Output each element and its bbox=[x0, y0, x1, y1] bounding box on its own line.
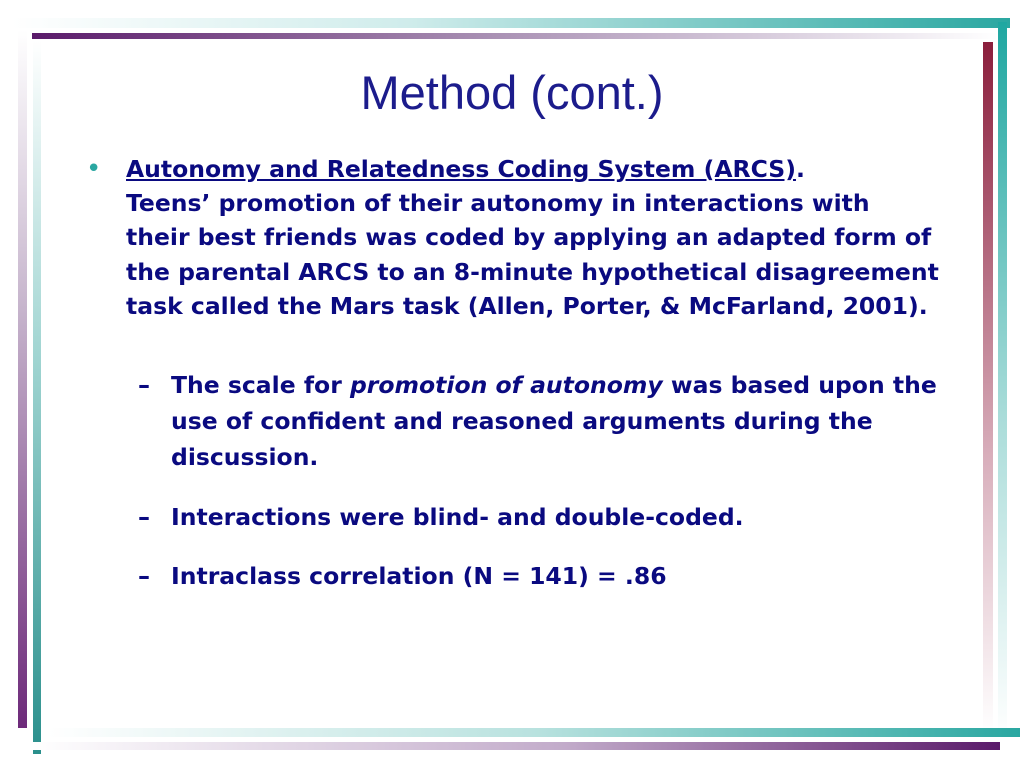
right-red-bar bbox=[983, 42, 993, 732]
bullet-heading-suffix: . bbox=[795, 155, 805, 183]
bottom-purple-bar bbox=[32, 742, 1000, 750]
bullet-item bbox=[126, 152, 941, 323]
bullet-heading: Autonomy and Relatedness Coding System (ARCS) bbox=[126, 155, 796, 183]
top-teal-bar bbox=[12, 18, 1010, 28]
subbullet-scale-suffix: was based upon the use of confident and reasoned arguments during the discussion. bbox=[171, 371, 937, 471]
subbullet-scale bbox=[171, 367, 951, 475]
right-teal-bar bbox=[998, 22, 1007, 738]
left-purple-bar bbox=[18, 30, 27, 728]
top-purple-bar bbox=[32, 33, 998, 39]
dash-icon: – bbox=[138, 371, 150, 399]
subbullet-coding: Interactions were blind- and double-coded. bbox=[171, 503, 744, 531]
dash-icon: – bbox=[138, 503, 150, 531]
slide-title: Method (cont.) bbox=[360, 66, 664, 119]
dash-icon: – bbox=[138, 562, 150, 590]
subbullet-scale-prefix: The scale for bbox=[171, 371, 350, 399]
left-teal-bar bbox=[33, 40, 41, 754]
bottom-teal-bar bbox=[48, 728, 1020, 737]
bullet-body: Teens’ promotion of their autonomy in interactions with their best friends was coded by applying an adapted form of the parental ARCS to an 8-minute hypothetical disagreement task called the Mars task (Allen, Porter, & McFarland, 2001). bbox=[126, 189, 939, 320]
bullet-icon: • bbox=[86, 154, 102, 184]
subbullet-correlation: Intraclass correlation (N = 141) = .86 bbox=[171, 562, 667, 590]
subbullet-scale-emphasis: promotion of autonomy bbox=[349, 371, 663, 399]
